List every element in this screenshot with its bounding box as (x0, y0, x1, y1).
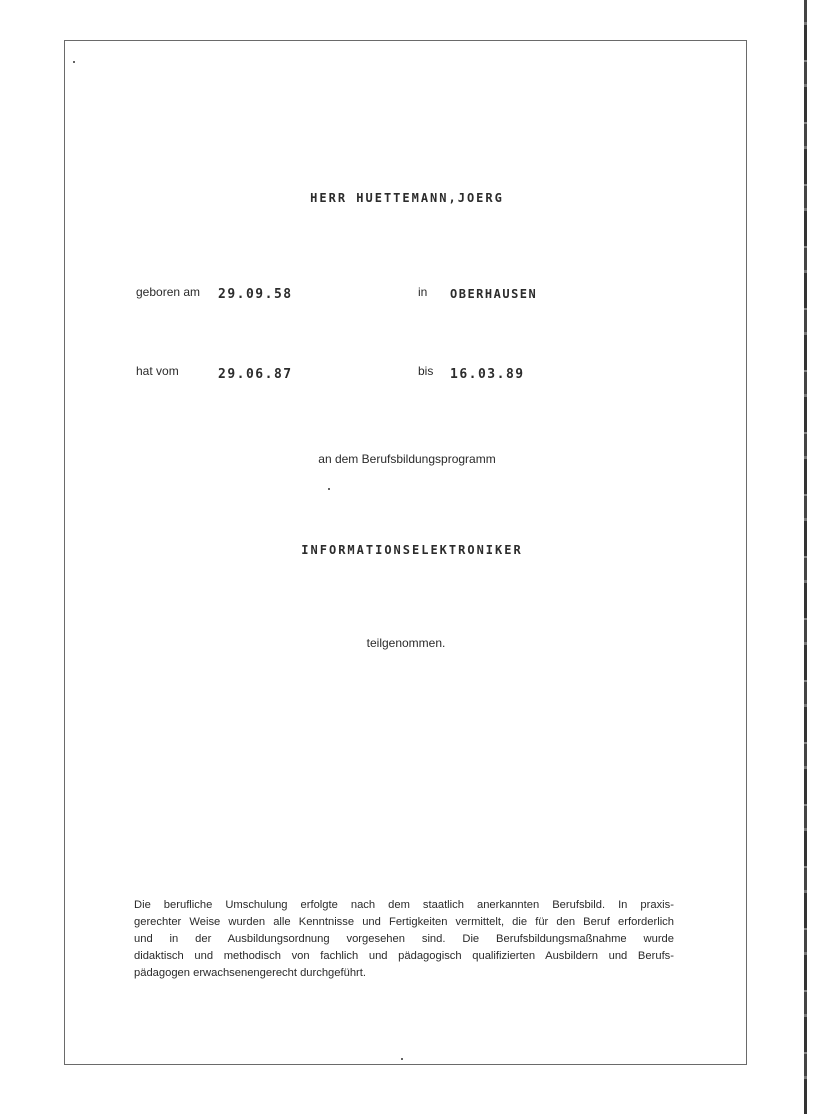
birth-place: OBERHAUSEN (450, 287, 538, 301)
born-label: geboren am (136, 285, 201, 299)
program-name: INFORMATIONSELEKTRONIKER (301, 543, 523, 557)
period-to-label: bis (418, 364, 434, 378)
footer-line: didaktisch und methodisch von fachlich und pädagogisch qualifizierten Ausbildern und Berufs- (134, 950, 674, 962)
scan-edge-line (804, 0, 807, 1114)
scan-speck (73, 61, 75, 63)
recipient-name: HERR HUETTEMANN,JOERG (310, 191, 504, 205)
birth-place-label: in (418, 285, 428, 299)
period-from-date: 29.06.87 (218, 367, 293, 382)
footer-paragraph (134, 897, 674, 982)
program-intro: an dem Berufsbildungsprogramm (318, 452, 496, 466)
footer-line: und in der Ausbildungsordnung vorgesehen sind. Die Berufsbildungsmaßnahme wurde (134, 933, 674, 945)
birth-date: 29.09.58 (218, 287, 293, 302)
closing-text: teilgenommen. (366, 636, 446, 650)
period-to-date: 16.03.89 (450, 367, 525, 382)
scan-speck (401, 1058, 403, 1060)
period-from-label: hat vom (136, 364, 179, 378)
footer-line: Die berufliche Umschulung erfolgte nach dem staatlich anerkannten Berufsbild. In praxis- (134, 899, 674, 911)
scan-speck (328, 488, 330, 490)
footer-line: gerechter Weise wurden alle Kenntnisse und Fertigkeiten vermittelt, die für den Beruf erforderlich (134, 916, 674, 928)
footer-line: pädagogen erwachsenengerecht durchgeführt. (134, 967, 366, 979)
